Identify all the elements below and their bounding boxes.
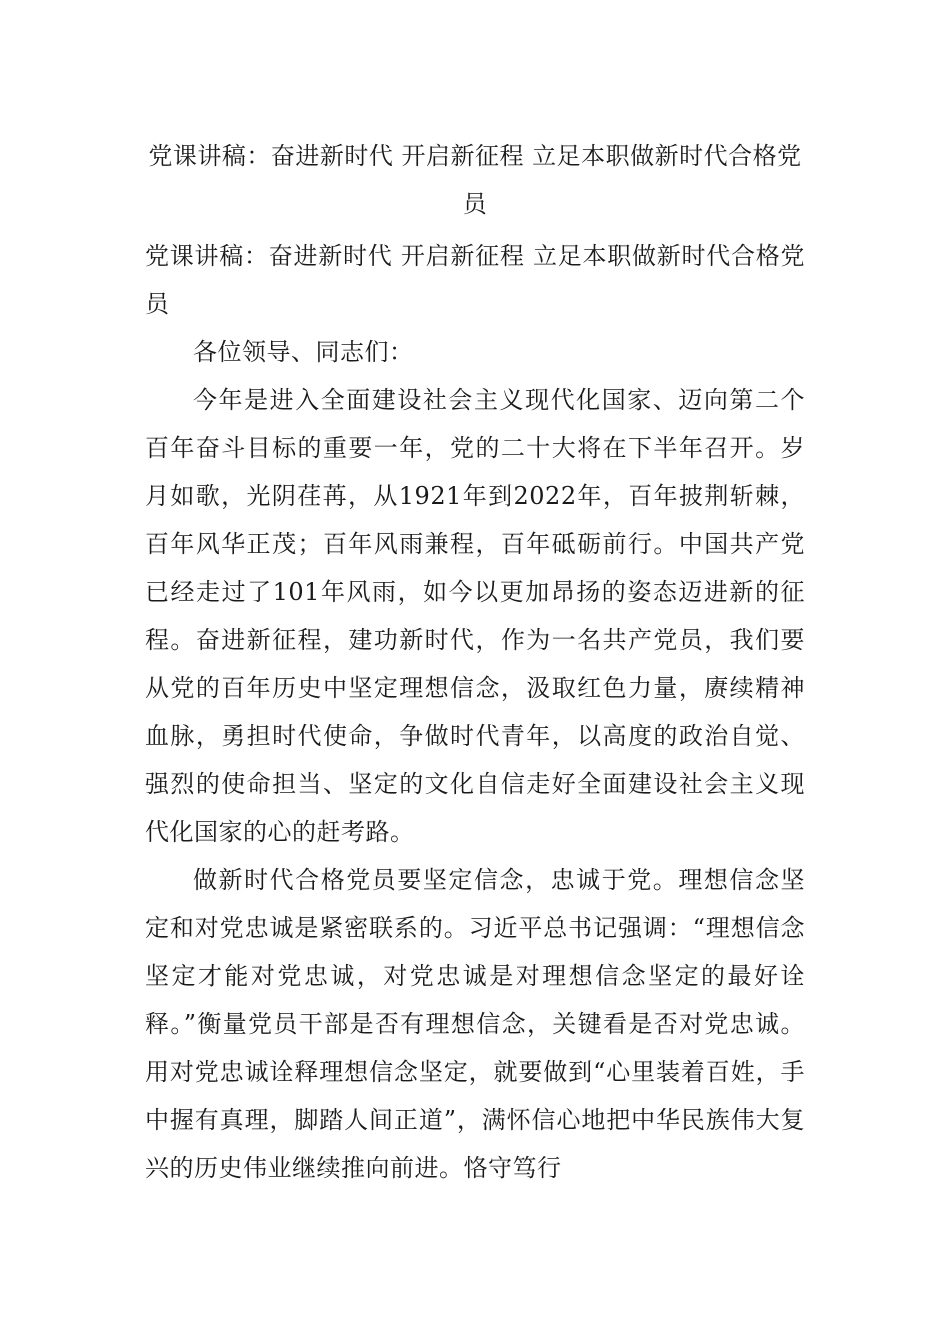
document-title: 党课讲稿：奋进新时代 开启新征程 立足本职做新时代合格党员 <box>148 142 802 218</box>
paragraph-2: 做新时代合格党员要坚定信念，忠诚于党。理想信念坚定和对党忠诚是紧密联系的。习近平总书记强调：“理想信念坚定才能对党忠诚，对党忠诚是对理想信念坚定的最好诠释。”衡量党员干部是否有理想信念，关键看是否对党忠诚。用对党忠诚诠释理想信念坚定，就要做到“心里装着百姓，手中握有真理，脚踏人间正道”，满怀信心地把中华民族伟大复兴的历史伟业继续推向前进。恪守笃行 <box>145 866 805 1182</box>
document-body <box>145 232 805 1192</box>
paragraph-1: 今年是进入全面建设社会主义现代化国家、迈向第二个百年奋斗目标的重要一年，党的二十大将在下半年召开。岁月如歌，光阴荏苒，从1921年到2022年，百年披荆斩棘，百年风华正茂；百年风雨兼程，百年砥砺前行。中国共产党已经走过了101年风雨，如今以更加昂扬的姿态迈进新的征程。奋进新征程，建功新时代，作为一名共产党员，我们要从党的百年历史中坚定理想信念，汲取红色力量，赓续精神血脉，勇担时代使命，争做时代青年，以高度的政治自觉、强烈的使命担当、坚定的文化自信走好全面建设社会主义现代化国家的心的赶考路。 <box>145 386 805 846</box>
greeting: 各位领导、同志们： <box>193 338 414 366</box>
document-subtitle: 党课讲稿：奋进新时代 开启新征程 立足本职做新时代合格党员 <box>145 242 805 318</box>
